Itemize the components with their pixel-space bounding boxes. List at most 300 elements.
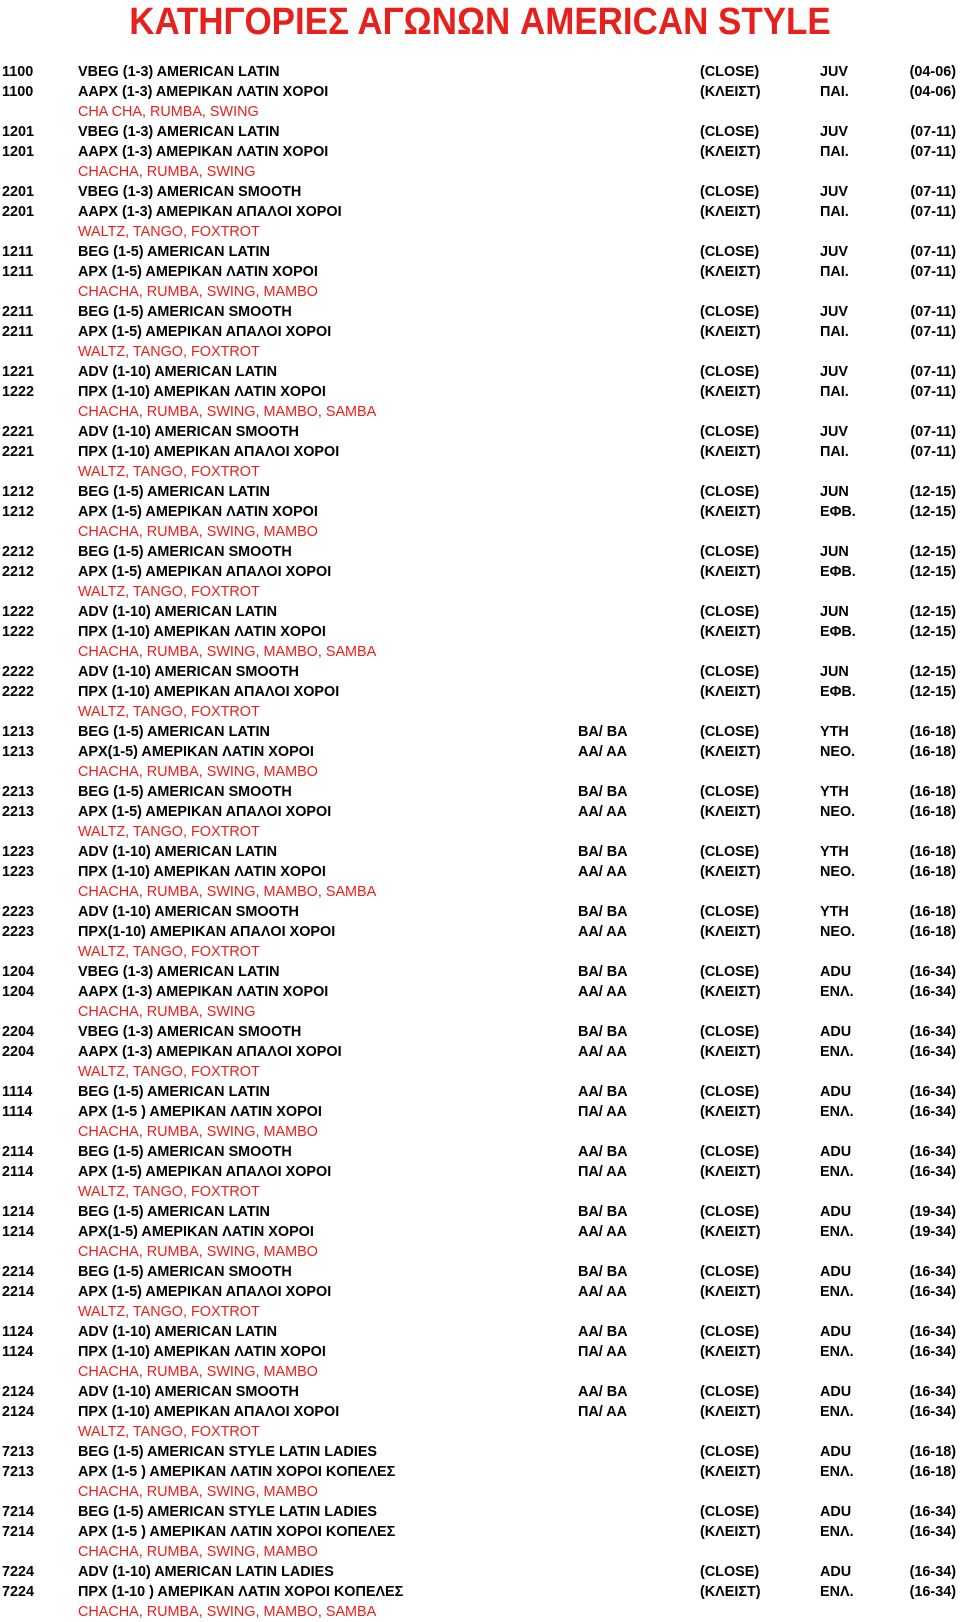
hold-type: (CLOSE) [700, 184, 760, 200]
category-row [0, 742, 960, 762]
age-range: (16-34) [909, 984, 956, 1000]
age-group: JUV [820, 184, 848, 200]
hold-type: (ΚΛΕΙΣΤ) [700, 1284, 761, 1300]
category-row [0, 602, 960, 622]
hold-type: (CLOSE) [700, 424, 760, 440]
age-group: ADU [820, 1204, 852, 1220]
category-name: ΠPX(1-10) AMEPIKAN AΠAΛOI XOPOI [78, 924, 336, 940]
hold-type: (ΚΛΕΙΣΤ) [700, 1584, 761, 1600]
category-code: 1114 [2, 1104, 33, 1120]
category-group [0, 182, 960, 242]
hold-type: (ΚΛΕΙΣΤ) [700, 1224, 761, 1240]
age-range: (07-11) [910, 424, 956, 440]
category-group [0, 662, 960, 722]
category-name: APX (1-5) AMEPIKAN AΠAΛOI XOPOI [78, 1164, 332, 1180]
age-range: (16-34) [909, 1524, 956, 1540]
category-name: VBEG (1-3) AMERICAN LATIN [78, 964, 280, 980]
category-group [0, 722, 960, 782]
category-group [0, 482, 960, 542]
category-row [0, 802, 960, 822]
dance-list: WALTZ, TANGO, FOXTROT [78, 224, 260, 240]
category-row [0, 862, 960, 882]
category-group [0, 542, 960, 602]
dance-list: CHACHA, RUMBA, SWING, MAMBO, SAMBA [78, 1604, 377, 1620]
hold-type: (ΚΛΕΙΣΤ) [700, 1044, 761, 1060]
category-row [0, 1222, 960, 1242]
class-level: BA/ BA [578, 1264, 628, 1280]
class-level: BA/ BA [578, 964, 628, 980]
age-range: (12-15) [909, 504, 956, 520]
category-code: 7214 [2, 1524, 35, 1540]
category-name: BEG (1-5) AMERICAN LATIN [78, 484, 270, 500]
age-group: ADU [820, 1444, 852, 1460]
hold-type: (CLOSE) [700, 604, 760, 620]
hold-type: (CLOSE) [700, 1504, 760, 1520]
category-name: ADV (1-10) AMERICAN LATIN [78, 844, 278, 860]
age-group: ΠΑΙ. [820, 144, 849, 160]
category-code: 1213 [2, 724, 35, 740]
category-row [0, 82, 960, 102]
dance-list: WALTZ, TANGO, FOXTROT [78, 464, 260, 480]
category-name: ΠPX (1-10 ) AMEPIKAN ΛATIN XOPOI KOΠEΛEΣ [78, 1584, 404, 1600]
hold-type: (CLOSE) [700, 1444, 760, 1460]
category-name: BEG (1-5) AMERICAN STYLE LATIN LADIES [78, 1444, 378, 1460]
category-group [0, 1382, 960, 1442]
dance-list: WALTZ, TANGO, FOXTROT [78, 824, 260, 840]
age-group: ADU [820, 1084, 852, 1100]
age-group: JUN [820, 664, 849, 680]
category-code: 1204 [2, 964, 35, 980]
hold-type: (CLOSE) [700, 1324, 760, 1340]
category-name: ΠPX (1-10) AMEPIKAN AΠAΛOI XOPOI [78, 684, 340, 700]
age-group: ΕΝΛ. [820, 1224, 854, 1240]
age-group: YTH [820, 904, 849, 920]
age-range: (16-18) [909, 744, 956, 760]
category-code: 2114 [2, 1164, 34, 1180]
category-code: 2212 [2, 564, 35, 580]
hold-type: (ΚΛΕΙΣΤ) [700, 1524, 761, 1540]
category-name: ΠPX (1-10) AMEPIKAN ΛATIN XOPOI [78, 1344, 326, 1360]
hold-type: (ΚΛΕΙΣΤ) [700, 1464, 761, 1480]
dance-list: WALTZ, TANGO, FOXTROT [78, 1064, 260, 1080]
hold-type: (ΚΛΕΙΣΤ) [700, 1344, 761, 1360]
dance-list: CHACHA, RUMBA, SWING, MAMBO, SAMBA [78, 404, 377, 420]
age-range: (04-06) [909, 64, 956, 80]
age-range: (07-11) [910, 324, 956, 340]
category-code: 2204 [2, 1024, 35, 1040]
category-name: ΠPX (1-10) AMEPIKAN ΛATIN XOPOI [78, 384, 326, 400]
hold-type: (CLOSE) [700, 784, 760, 800]
category-group [0, 1142, 960, 1202]
class-level: AA/ AA [578, 1224, 628, 1240]
hold-type: (CLOSE) [700, 964, 760, 980]
category-code: 7214 [2, 1504, 35, 1520]
age-group: ΕΝΛ. [820, 1104, 854, 1120]
category-name: ADV (1-10) AMERICAN LATIN [78, 604, 278, 620]
category-code: 1222 [2, 604, 35, 620]
class-level: AA/ AA [578, 744, 628, 760]
category-group [0, 1442, 960, 1502]
hold-type: (ΚΛΕΙΣΤ) [700, 744, 761, 760]
age-group: ΠΑΙ. [820, 444, 849, 460]
dance-list: WALTZ, TANGO, FOXTROT [78, 584, 260, 600]
category-name: APX (1-5) AMEPIKAN AΠAΛOI XOPOI [78, 564, 332, 580]
category-code: 1100 [2, 64, 34, 80]
age-range: (16-18) [909, 724, 956, 740]
category-row [0, 962, 960, 982]
category-row [0, 842, 960, 862]
category-row [0, 542, 960, 562]
age-group: JUV [820, 424, 848, 440]
category-name: BEG (1-5) AMERICAN SMOOTH [78, 1264, 292, 1280]
age-range: (12-15) [909, 544, 956, 560]
category-group [0, 602, 960, 662]
dance-list: CHACHA, RUMBA, SWING, MAMBO [78, 1544, 318, 1560]
hold-type: (ΚΛΕΙΣΤ) [700, 804, 761, 820]
hold-type: (CLOSE) [700, 904, 760, 920]
age-group: ΠΑΙ. [820, 324, 849, 340]
hold-type: (ΚΛΕΙΣΤ) [700, 924, 761, 940]
dance-list: CHACHA, RUMBA, SWING, MAMBO [78, 1244, 318, 1260]
category-name: BEG (1-5) AMERICAN SMOOTH [78, 784, 292, 800]
category-code: 2222 [2, 664, 35, 680]
category-name: APX (1-5) AMEPIKAN AΠAΛOI XOPOI [78, 324, 332, 340]
category-row [0, 1262, 960, 1282]
hold-type: (CLOSE) [700, 124, 760, 140]
hold-type: (ΚΛΕΙΣΤ) [700, 1104, 761, 1120]
hold-type: (CLOSE) [700, 304, 760, 320]
category-code: 2124 [2, 1384, 35, 1400]
age-group: ΕΝΛ. [820, 1164, 854, 1180]
category-code: 1221 [2, 364, 35, 380]
category-code: 1222 [2, 384, 35, 400]
category-group [0, 62, 960, 122]
class-level: BA/ BA [578, 1024, 628, 1040]
category-code: 2201 [2, 184, 35, 200]
category-code: 1223 [2, 864, 35, 880]
hold-type: (ΚΛΕΙΣΤ) [700, 204, 761, 220]
category-name: BEG (1-5) AMERICAN STYLE LATIN LADIES [78, 1504, 378, 1520]
category-code: 2211 [2, 304, 34, 320]
dance-list: CHACHA, RUMBA, SWING [78, 1004, 256, 1020]
age-group: ADU [820, 1264, 852, 1280]
category-name: APX (1-5) AMEPIKAN AΠAΛOI XOPOI [78, 1284, 332, 1300]
category-group [0, 1322, 960, 1382]
age-range: (16-34) [909, 1344, 956, 1360]
category-row [0, 122, 960, 142]
category-name: VBEG (1-3) AMERICAN LATIN [78, 64, 280, 80]
category-row [0, 682, 960, 702]
category-code: 2204 [2, 1044, 35, 1060]
age-range: (07-11) [910, 304, 956, 320]
hold-type: (CLOSE) [700, 244, 760, 260]
class-level: AA/ AA [578, 1044, 628, 1060]
category-code: 7224 [2, 1564, 35, 1580]
category-name: APX (1-5) AMEPIKAN ΛATIN XOPOI [78, 504, 318, 520]
category-row [0, 1142, 960, 1162]
dance-list: WALTZ, TANGO, FOXTROT [78, 344, 260, 360]
category-name: ΠPX (1-10) AMEPIKAN AΠAΛOI XOPOI [78, 1404, 340, 1420]
age-range: (16-34) [909, 1384, 956, 1400]
dance-list: CHACHA, RUMBA, SWING, MAMBO [78, 764, 318, 780]
category-code: 2214 [2, 1284, 35, 1300]
category-row [0, 562, 960, 582]
category-group [0, 422, 960, 482]
age-range: (12-15) [909, 604, 956, 620]
category-row [0, 1282, 960, 1302]
category-name: VBEG (1-3) AMERICAN SMOOTH [78, 1024, 302, 1040]
age-range: (16-34) [909, 1024, 956, 1040]
category-group [0, 1562, 960, 1622]
category-name: ADV (1-10) AMERICAN LATIN LADIES [78, 1564, 334, 1580]
category-name: BEG (1-5) AMERICAN LATIN [78, 1204, 270, 1220]
category-code: 1124 [2, 1324, 34, 1340]
category-code: 2114 [2, 1144, 34, 1160]
age-range: (16-18) [909, 844, 956, 860]
category-name: ΠPX (1-10) AMEPIKAN AΠAΛOI XOPOI [78, 444, 340, 460]
age-range: (16-34) [909, 1164, 956, 1180]
category-name: ADV (1-10) AMERICAN SMOOTH [78, 424, 299, 440]
category-group [0, 842, 960, 902]
age-group: JUV [820, 304, 848, 320]
age-group: NEO. [820, 744, 856, 760]
class-level: AA/ AA [578, 924, 628, 940]
category-name: ADV (1-10) AMERICAN SMOOTH [78, 1384, 299, 1400]
hold-type: (CLOSE) [700, 1264, 760, 1280]
category-row [0, 1402, 960, 1422]
category-name: APX (1-5 ) AMEPIKAN ΛATIN XOPOI [78, 1104, 322, 1120]
class-level: AA/ AA [578, 804, 628, 820]
class-level: AA/ AA [578, 1284, 628, 1300]
category-code: 2222 [2, 684, 35, 700]
age-range: (16-18) [909, 904, 956, 920]
category-name: BEG (1-5) AMERICAN SMOOTH [78, 544, 292, 560]
category-row [0, 1042, 960, 1062]
age-range: (19-34) [909, 1224, 956, 1240]
category-name: AAPX (1-3) AMEPIKAN ΛATIN XOPOI [78, 84, 329, 100]
hold-type: (ΚΛΕΙΣΤ) [700, 84, 761, 100]
category-row [0, 1322, 960, 1342]
category-row [0, 362, 960, 382]
category-name: APX (1-5) AMEPIKAN ΛATIN XOPOI [78, 264, 318, 280]
age-group: NEO. [820, 804, 856, 820]
age-group: ΕΝΛ. [820, 1584, 854, 1600]
age-group: ΕΝΛ. [820, 1404, 854, 1420]
category-group [0, 1082, 960, 1142]
hold-type: (CLOSE) [700, 1144, 760, 1160]
age-range: (07-11) [910, 184, 956, 200]
age-group: JUV [820, 124, 848, 140]
age-group: JUN [820, 604, 849, 620]
category-code: 1212 [2, 484, 35, 500]
age-range: (16-34) [909, 1104, 956, 1120]
dance-list: CHACHA, RUMBA, SWING, MAMBO [78, 1484, 318, 1500]
category-name: BEG (1-5) AMERICAN LATIN [78, 244, 270, 260]
category-row [0, 1342, 960, 1362]
category-group [0, 302, 960, 362]
category-code: 2223 [2, 904, 35, 920]
dance-list: CHACHA, RUMBA, SWING, MAMBO [78, 524, 318, 540]
age-group: ΕΝΛ. [820, 1524, 854, 1540]
class-level: BA/ BA [578, 724, 628, 740]
age-group: ADU [820, 1144, 852, 1160]
category-code: 2124 [2, 1404, 35, 1420]
category-row [0, 782, 960, 802]
class-level: AA/ BA [578, 1384, 628, 1400]
age-range: (16-34) [909, 1584, 956, 1600]
hold-type: (CLOSE) [700, 484, 760, 500]
category-name: APX(1-5) AMEPIKAN ΛATIN XOPOI [78, 744, 314, 760]
age-group: ΕΝΛ. [820, 1284, 854, 1300]
age-range: (07-11) [910, 444, 956, 460]
category-row [0, 1562, 960, 1582]
class-level: ΠA/ AA [578, 1104, 628, 1120]
age-range: (16-18) [909, 804, 956, 820]
category-row [0, 482, 960, 502]
hold-type: (CLOSE) [700, 1564, 760, 1580]
hold-type: (ΚΛΕΙΣΤ) [700, 864, 761, 880]
category-row [0, 1582, 960, 1602]
category-row [0, 662, 960, 682]
category-code: 2212 [2, 544, 35, 560]
category-group [0, 362, 960, 422]
category-group [0, 902, 960, 962]
age-group: ΕΝΛ. [820, 984, 854, 1000]
hold-type: (ΚΛΕΙΣΤ) [700, 264, 761, 280]
age-range: (07-11) [910, 124, 956, 140]
category-row [0, 922, 960, 942]
category-name: BEG (1-5) AMERICAN SMOOTH [78, 304, 292, 320]
category-code: 2214 [2, 1264, 35, 1280]
dance-list: WALTZ, TANGO, FOXTROT [78, 1184, 260, 1200]
category-name: ADV (1-10) AMERICAN SMOOTH [78, 904, 299, 920]
age-range: (07-11) [910, 264, 956, 280]
category-row [0, 1502, 960, 1522]
class-level: BA/ BA [578, 904, 628, 920]
age-range: (16-34) [909, 1564, 956, 1580]
category-row [0, 622, 960, 642]
class-level: BA/ BA [578, 844, 628, 860]
age-group: ADU [820, 1504, 852, 1520]
hold-type: (ΚΛΕΙΣΤ) [700, 384, 761, 400]
category-code: 1213 [2, 744, 35, 760]
age-range: (16-34) [909, 1404, 956, 1420]
age-group: ΕΝΛ. [820, 1464, 854, 1480]
category-code: 7213 [2, 1444, 35, 1460]
age-group: ΠΑΙ. [820, 384, 849, 400]
category-row [0, 1082, 960, 1102]
age-range: (12-15) [909, 564, 956, 580]
hold-type: (CLOSE) [700, 1024, 760, 1040]
age-range: (12-15) [909, 664, 956, 680]
age-range: (16-34) [909, 1284, 956, 1300]
category-name: BEG (1-5) AMERICAN SMOOTH [78, 1144, 292, 1160]
dance-list: WALTZ, TANGO, FOXTROT [78, 1304, 260, 1320]
age-range: (16-18) [909, 924, 956, 940]
age-range: (16-34) [909, 1504, 956, 1520]
category-code: 2221 [2, 424, 35, 440]
category-code: 1214 [2, 1204, 35, 1220]
category-row [0, 262, 960, 282]
age-range: (07-11) [910, 244, 956, 260]
category-code: 1211 [2, 264, 34, 280]
dance-list: CHA CHA, RUMBA, SWING [78, 104, 259, 120]
category-row [0, 1382, 960, 1402]
class-level: BA/ BA [578, 1204, 628, 1220]
category-row [0, 982, 960, 1002]
age-range: (07-11) [910, 144, 956, 160]
class-level: ΠA/ AA [578, 1404, 628, 1420]
age-group: ΕΦΒ. [820, 564, 856, 580]
age-group: YTH [820, 724, 849, 740]
category-name: ΠPX (1-10) AMEPIKAN ΛATIN XOPOI [78, 864, 326, 880]
category-group [0, 1262, 960, 1322]
category-group [0, 242, 960, 302]
dance-list: CHACHA, RUMBA, SWING, MAMBO [78, 1124, 318, 1140]
age-range: (16-18) [909, 784, 956, 800]
category-code: 1201 [2, 144, 35, 160]
age-range: (16-34) [909, 1144, 956, 1160]
age-range: (12-15) [909, 484, 956, 500]
hold-type: (ΚΛΕΙΣΤ) [700, 504, 761, 520]
class-level: BA/ BA [578, 784, 628, 800]
hold-type: (ΚΛΕΙΣΤ) [700, 684, 761, 700]
age-group: JUN [820, 484, 849, 500]
age-range: (07-11) [910, 384, 956, 400]
category-name: VBEG (1-3) AMERICAN SMOOTH [78, 184, 302, 200]
category-name: ADV (1-10) AMERICAN LATIN [78, 1324, 278, 1340]
age-range: (16-34) [909, 1044, 956, 1060]
category-row [0, 322, 960, 342]
age-range: (19-34) [909, 1204, 956, 1220]
category-row [0, 242, 960, 262]
category-code: 1124 [2, 1344, 34, 1360]
category-name: BEG (1-5) AMERICAN LATIN [78, 724, 270, 740]
age-range: (04-06) [909, 84, 956, 100]
category-row [0, 1462, 960, 1482]
category-code: 7213 [2, 1464, 35, 1480]
age-range: (16-18) [909, 864, 956, 880]
age-group: JUV [820, 64, 848, 80]
hold-type: (ΚΛΕΙΣΤ) [700, 1164, 761, 1180]
age-group: ADU [820, 1324, 852, 1340]
class-level: ΠA/ AA [578, 1344, 628, 1360]
page-title: ΚΑΤΗΓΟΡΙΕΣ ΑΓΩΝΩΝ AMERICAN STYLE [129, 1, 831, 43]
hold-type: (ΚΛΕΙΣΤ) [700, 324, 761, 340]
hold-type: (CLOSE) [700, 1084, 760, 1100]
age-group: ΕΝΛ. [820, 1344, 854, 1360]
category-row [0, 382, 960, 402]
category-code: 1212 [2, 504, 35, 520]
age-group: ΕΝΛ. [820, 1044, 854, 1060]
category-name: VBEG (1-3) AMERICAN LATIN [78, 124, 280, 140]
category-row [0, 1022, 960, 1042]
category-code: 1223 [2, 844, 35, 860]
category-name: APX (1-5 ) AMEPIKAN ΛATIN XOPOI KOΠEΛEΣ [78, 1464, 396, 1480]
category-row [0, 202, 960, 222]
category-row [0, 422, 960, 442]
hold-type: (CLOSE) [700, 844, 760, 860]
category-row [0, 142, 960, 162]
dance-list: CHACHA, RUMBA, SWING, MAMBO, SAMBA [78, 884, 377, 900]
age-group: ΠΑΙ. [820, 204, 849, 220]
hold-type: (CLOSE) [700, 364, 760, 380]
age-range: (16-34) [909, 1084, 956, 1100]
dance-list: WALTZ, TANGO, FOXTROT [78, 1424, 260, 1440]
category-code: 1201 [2, 124, 35, 140]
category-name: AAPX (1-3) AMEPIKAN ΛATIN XOPOI [78, 984, 329, 1000]
age-group: ADU [820, 1384, 852, 1400]
